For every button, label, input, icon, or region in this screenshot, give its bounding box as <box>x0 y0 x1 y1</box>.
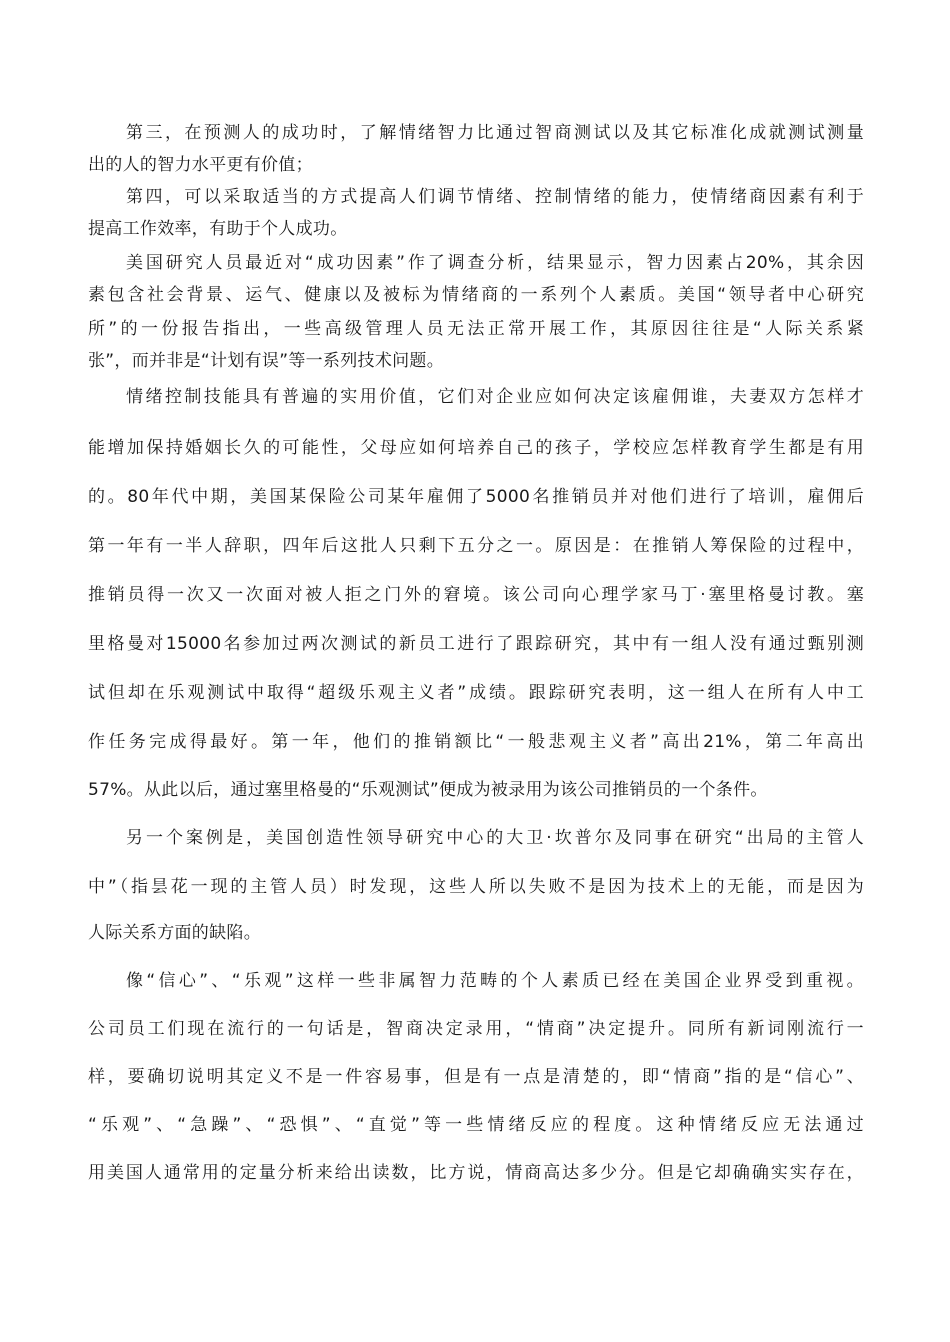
paragraph-line: 试但却在乐观测试中取得“超级乐观主义者”成绩。跟踪研究表明，这一组人在所有人中工 <box>88 683 864 703</box>
paragraph-line: 57%。从此以后，通过塞里格曼的“乐观测试”便成为被录用为该公司推销员的一个条件。 <box>88 780 768 800</box>
paragraph-line: 所”的一份报告指出，一些高级管理人员无法正常开展工作，其原因往往是“人际关系紧 <box>88 319 864 339</box>
paragraph-line: 作任务完成得最好。第一年，他们的推销额比“一般悲观主义者”高出21%，第二年高出 <box>88 732 864 752</box>
paragraph-line: 美国研究人员最近对“成功因素”作了调查分析，结果显示，智力因素占20%，其余因 <box>126 253 864 273</box>
paragraph-line: 第四，可以采取适当的方式提高人们调节情绪、控制情绪的能力，使情绪商因素有利于 <box>126 187 864 207</box>
paragraph-line: 出的人的智力水平更有价值； <box>88 155 313 175</box>
paragraph-line: 中”（指昙花一现的主管人员）时发现，这些人所以失败不是因为技术上的无能，而是因为 <box>88 877 864 897</box>
paragraph-line: 能增加保持婚姻长久的可能性，父母应如何培养自己的孩子，学校应怎样教育学生都是有用 <box>88 438 864 458</box>
paragraph-line: 第一年有一半人辞职，四年后这批人只剩下五分之一。原因是：在推销人筹保险的过程中， <box>88 536 864 556</box>
paragraph-line: 人际关系方面的缺陷。 <box>88 923 261 943</box>
paragraph-line: 里格曼对15000名参加过两次测试的新员工进行了跟踪研究，其中有一组人没有通过甄别测 <box>88 634 864 654</box>
paragraph-line: 的。80年代中期，美国某保险公司某年雇佣了5000名推销员并对他们进行了培训，雇佣后 <box>88 487 864 507</box>
paragraph-line: 用美国人通常用的定量分析来给出读数，比方说，情商高达多少分。但是它却确确实实存在， <box>88 1163 864 1183</box>
paragraph-line: 情绪控制技能具有普遍的实用价值，它们对企业应如何决定该雇佣谁，夫妻双方怎样才 <box>126 387 864 407</box>
paragraph-line: 提高工作效率，有助于个人成功。 <box>88 219 348 239</box>
paragraph-line: 另一个案例是，美国创造性领导研究中心的大卫·坎普尔及同事在研究“出局的主管人 <box>126 828 864 848</box>
paragraph-line: 张”，而并非是“计划有误”等一系列技术问题。 <box>88 351 445 371</box>
paragraph-line: 公司员工们现在流行的一句话是，智商决定录用，“情商”决定提升。同所有新词刚流行一 <box>88 1019 864 1039</box>
paragraph-line: 样，要确切说明其定义不是一件容易事，但是有一点是清楚的，即“情商”指的是“信心”、 <box>88 1067 864 1087</box>
paragraph-line: 像“信心”、“乐观”这样一些非属智力范畴的个人素质已经在美国企业界受到重视。 <box>126 971 864 991</box>
paragraph-line: 第三，在预测人的成功时，了解情绪智力比通过智商测试以及其它标准化成就测试测量 <box>126 123 864 143</box>
paragraph-line: 推销员得一次又一次面对被人拒之门外的窘境。该公司向心理学家马丁·塞里格曼讨教。塞 <box>88 585 864 605</box>
paragraph-line: 素包含社会背景、运气、健康以及被标为情绪商的一系列个人素质。美国“领导者中心研究 <box>88 285 864 305</box>
paragraph-line: “乐观”、“急躁”、“恐惧”、“直觉”等一些情绪反应的程度。这种情绪反应无法通过 <box>88 1115 864 1135</box>
